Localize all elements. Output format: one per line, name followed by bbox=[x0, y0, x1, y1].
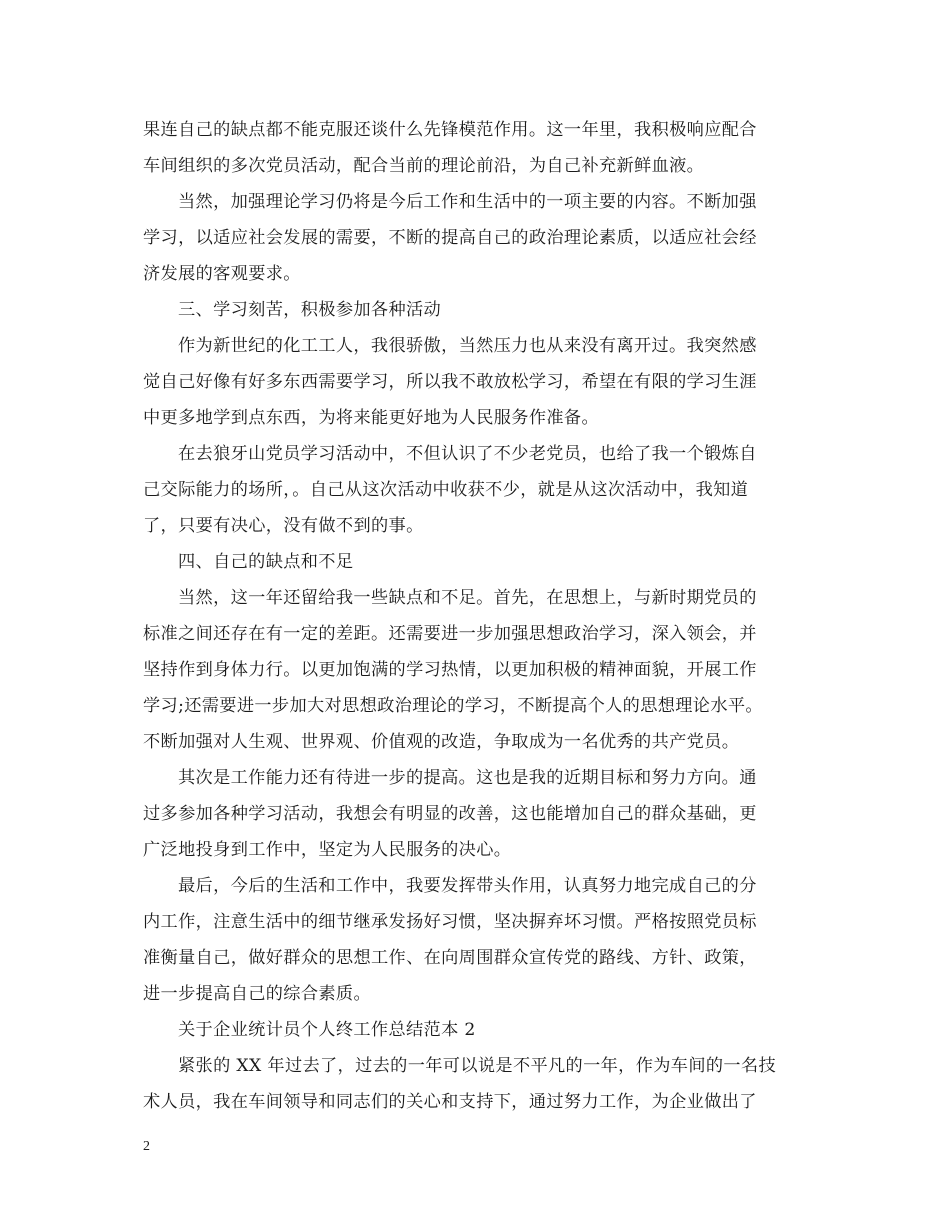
text-line: 紧张的 XX 年过去了，过去的一年可以说是不平凡的一年，作为车间的一名技 bbox=[178, 1056, 777, 1076]
text-line: 不断加强对人生观、世界观、价值观的改造，争取成为一名优秀的共产党员。 bbox=[143, 732, 740, 752]
text-line: 觉自己好像有好多东西需要学习，所以我不敢放松学习，希望在有限的学习生涯 bbox=[143, 372, 757, 392]
text-line: 学习，以适应社会发展的需要，不断的提高自己的政治理论素质，以适应社会经 bbox=[143, 228, 757, 248]
text-line: 坚持作到身体力行。以更加饱满的学习热情，以更加积极的精神面貌，开展工作 bbox=[143, 660, 757, 680]
text-line: 进一步提高自己的综合素质。 bbox=[143, 984, 371, 1004]
text-line: 在去狼牙山党员学习活动中，不但认识了不少老党员，也给了我一个锻炼自 bbox=[178, 444, 757, 464]
text-line: 四、自己的缺点和不足 bbox=[178, 552, 354, 572]
text-line: 济发展的客观要求。 bbox=[143, 264, 301, 284]
text-line: 果连自己的缺点都不能克服还谈什么先锋模范作用。这一年里，我积极响应配合 bbox=[143, 120, 757, 140]
text-line: 术人员，我在车间领导和同志们的关心和支持下，通过努力工作，为企业做出了 bbox=[143, 1092, 757, 1112]
text-line: 准衡量自己，做好群众的思想工作、在向周围群众宣传党的路线、方针、政策， bbox=[143, 948, 757, 968]
text-line: 己交际能力的场所，。自己从这次活动中收获不少，就是从这次活动中，我知道 bbox=[143, 480, 749, 500]
text-line: 车间组织的多次党员活动，配合当前的理论前沿，为自己补充新鲜血液。 bbox=[143, 156, 705, 176]
text-line: 学习;还需要进一步加大对思想政治理论的学习，不断提高个人的思想理论水平。 bbox=[143, 696, 763, 716]
text-line: 最后，今后的生活和工作中，我要发挥带头作用，认真努力地完成自己的分 bbox=[178, 876, 757, 896]
text-line: 标准之间还存在有一定的差距。还需要进一步加强思想政治学习，深入领会，并 bbox=[143, 624, 757, 644]
text-line: 当然，这一年还留给我一些缺点和不足。首先，在思想上，与新时期党员的 bbox=[178, 588, 757, 608]
text-line: 作为新世纪的化工工人，我很骄傲，当然压力也从来没有离开过。我突然感 bbox=[178, 336, 757, 356]
text-line: 当然，加强理论学习仍将是今后工作和生活中的一项主要的内容。不断加强 bbox=[178, 192, 757, 212]
text-line: 中更多地学到点东西，为将来能更好地为人民服务作准备。 bbox=[143, 408, 599, 428]
document-body bbox=[143, 112, 803, 1120]
text-line: 了，只要有决心，没有做不到的事。 bbox=[143, 516, 424, 536]
text-line: 三、学习刻苦，积极参加各种活动 bbox=[178, 300, 442, 320]
text-line: 广泛地投身到工作中，坚定为人民服务的决心。 bbox=[143, 840, 512, 860]
page-number: 2 bbox=[143, 1139, 150, 1154]
text-line: 过多参加各种学习活动，我想会有明显的改善，这也能增加自己的群众基础，更 bbox=[143, 804, 757, 824]
text-line: 关于企业统计员个人终工作总结范本 2 bbox=[178, 1020, 476, 1040]
text-line: 内工作，注意生活中的细节继承发扬好习惯，坚决摒弃坏习惯。严格按照党员标 bbox=[143, 912, 757, 932]
text-line: 其次是工作能力还有待进一步的提高。这也是我的近期目标和努力方向。通 bbox=[178, 768, 757, 788]
